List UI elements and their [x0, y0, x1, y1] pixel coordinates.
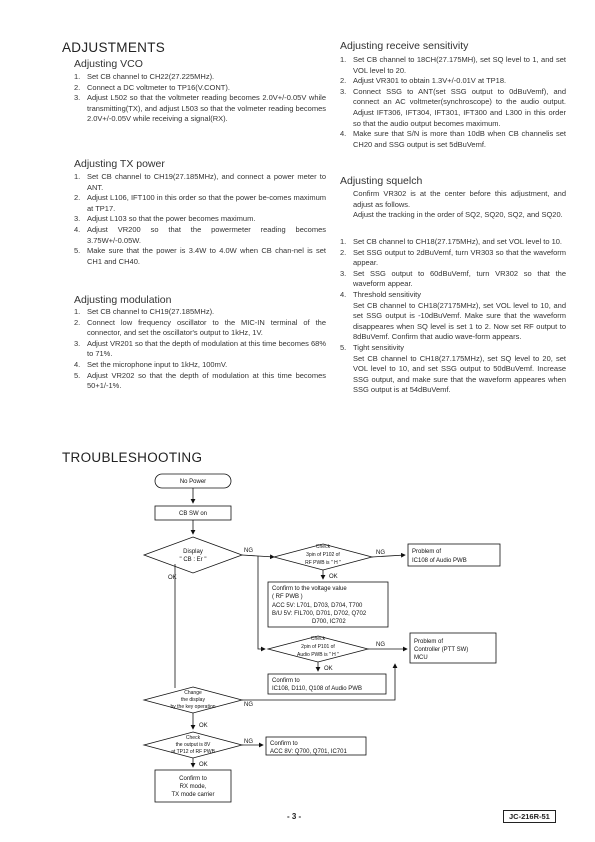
squelch-heading: Adjusting squelch: [340, 175, 423, 187]
ng-label-change: NG: [244, 702, 253, 708]
step-number: 1.: [74, 172, 81, 181]
display-decision: [144, 537, 242, 573]
step-text: Adjust VR201 so that the depth of modulation at this time becomes 68% to 71%.: [87, 338, 326, 359]
check2-label-3: Audio PWB is " H ": [297, 652, 339, 658]
confirm-rx-label-1: Confirm to: [179, 776, 207, 782]
step-text: Set CB channel to CH18(27.175MHz), and set VOL level to 10.: [353, 237, 563, 246]
troubleshooting-heading: TROUBLESHOOTING: [62, 450, 203, 465]
problem-ic108-label-2: IC108 of Audio PWB: [412, 558, 467, 564]
vco-heading: Adjusting VCO: [74, 58, 143, 70]
step-number: 3.: [340, 268, 347, 278]
step-text: Connect SSG to ANT(set SSG output to 0dBuVemf), and connect an AC voltmeter(synchroscope) to the audio output. Adjust IFT306, IFT304, IFT301, IFT300 and L300 in this order so that the audio output becomes maximum.: [353, 86, 566, 128]
step-number: 1.: [340, 55, 347, 64]
squelch-intro-2: Adjust the tracking in the order of SQ2, SQ20, SQ2, and SQ20.: [353, 210, 563, 220]
problem-controller-label-3: MCU: [414, 655, 428, 661]
page-number: - 3 -: [287, 812, 302, 821]
change-label-2: the display: [181, 697, 205, 703]
check2-label-2: 2pin of P101 of: [301, 644, 335, 650]
check8-label-1: Check: [185, 735, 201, 741]
cb-sw-on-label: CB SW on: [178, 511, 208, 517]
confirm-rx-label-3: TX mode carrier: [171, 792, 215, 798]
step-number: 3.: [340, 86, 347, 96]
check8-label-3: at TP12 of RF PWB: [171, 749, 215, 755]
step-number: 3.: [74, 93, 81, 103]
step-number: 4.: [74, 359, 81, 369]
step-number: 3.: [74, 214, 81, 224]
step-text: Set SSG output to 2dBuVemf, turn VR303 so that the waveform appear.: [353, 247, 566, 268]
step-text: Adjust VR202 so that the depth of modulation at this time becomes 50+1/-1%.: [87, 370, 326, 391]
display-label-2: " CB : Er ": [179, 557, 207, 563]
no-power-label: No Power: [179, 479, 207, 485]
step-number: 2.: [74, 317, 81, 327]
step-text: Adjust L502 so that the voltmeter reading becomes 2.0V+/-0.05V while transmitting(TX), and adjust L503 so that the volmeter reading becomes 2.0V+/-0.05V while receiving a signal(RX).: [87, 93, 326, 124]
step-number: 5.: [74, 370, 81, 380]
step-number: 2.: [340, 76, 347, 86]
step-text: Set CB channel to CH18(27.175MHz), set SQ level to 20, set VOL level to 10, and set SSG output to 50dBuVemf. Increase SSG output, and make sure that the waveform appeares when SSG output is at 54dBuVemf.: [353, 353, 566, 395]
confirm-voltage-label-2: ( RF PWB ): [272, 594, 303, 600]
check3-label-2: 3pin of P102 of: [306, 552, 340, 558]
confirm-ic108-label-1: Confirm to: [272, 678, 300, 684]
step-text: Set SSG output to 60dBuVemf, turn VR302 so that the waveform appear.: [353, 268, 566, 289]
confirm-voltage-label-3: ACC 5V: L701, D703, D704, T700: [272, 603, 363, 609]
confirm-rx-label-2: RX mode,: [179, 784, 207, 790]
confirm-acc8v-label-1: Confirm to: [270, 741, 298, 747]
check3-label-1: Check: [315, 544, 331, 550]
step-text: Set CB channel to CH18(27175MHz), set VOL level to 10, and set SSG output is -10dBuVemf. Make sure that the waveform disappeares when SQ level is set 1 to 2. Now set RF output to 8dBuVemf. Confirm that audio wave-form appears.: [353, 300, 566, 342]
ng-label-check8: NG: [244, 739, 253, 745]
document-id: JC-216R-51: [503, 810, 556, 823]
step-text: Connect a DC voltmeter to TP16(V.CONT).: [87, 82, 230, 92]
step-text: Set CB channel to 18CH(27.175MH), set SQ level to 1, and set VOL level to 20.: [353, 55, 566, 75]
step-text: Set CB channel to CH19(27.185MHz), and connect a power meter to ANT.: [87, 172, 326, 192]
step-text: Set the microphone input to 1kHz, 100mV.: [87, 359, 228, 369]
check8-label-2: the output is 8V: [175, 742, 211, 748]
check3-label-3: RF PWB is " H ": [305, 560, 341, 566]
confirm-voltage-label-4: B/U 5V: FIL700, D701, D702, Q702: [272, 611, 367, 617]
ok-label-check3: OK: [329, 574, 338, 580]
ng-label-check3: NG: [376, 550, 385, 556]
ok-label-display: OK: [168, 575, 177, 581]
tx-power-heading: Adjusting TX power: [74, 158, 165, 170]
step-number: 2.: [340, 247, 347, 257]
step-text: Threshold sensitivity: [353, 289, 421, 299]
display-label-1: Display: [183, 549, 203, 555]
step-number: 1.: [74, 307, 81, 316]
step-text: Adjust VR301 to obtain 1.3V+/-0.01V at TP18.: [353, 76, 507, 86]
step-number: 1.: [74, 72, 81, 81]
step-text: Connect low frequency oscillator to the MIC-IN terminal of the connector, and set the oscillator's output to 1kHz, 1V.: [87, 317, 326, 338]
step-number: 2.: [74, 82, 81, 92]
change-label-3: by the key operation: [170, 704, 216, 710]
confirm-acc8v-label-2: ACC 8V: Q700, Q701, IC701: [270, 749, 347, 755]
step-text: Set CB channel to CH22(27.225MHz).: [87, 72, 215, 81]
change-label-1: Change: [184, 690, 202, 696]
check2-label-1: Check: [310, 636, 326, 642]
step-text: Tight sensitivity: [353, 342, 404, 352]
step-number: 4.: [340, 289, 347, 299]
ng-label-display: NG: [244, 548, 253, 554]
adjustments-heading: ADJUSTMENTS: [62, 40, 166, 55]
step-number: 5.: [340, 342, 347, 352]
modulation-heading: Adjusting modulation: [74, 294, 172, 306]
step-number: 4.: [340, 129, 347, 139]
step-number: 4.: [74, 224, 81, 234]
confirm-ic108-label-2: IC108, D110, Q108 of Audio PWB: [272, 686, 362, 692]
step-text: Set CB channel to CH19(27.185MHz).: [87, 307, 215, 316]
step-number: 1.: [340, 237, 347, 246]
ok-label-change: OK: [199, 723, 208, 729]
ok-label-check2: OK: [324, 666, 333, 672]
step-text: Adjust L103 so that the power becomes maximum.: [87, 214, 256, 224]
step-number: 3.: [74, 338, 81, 348]
confirm-voltage-label-5: D700, IC702: [312, 619, 346, 625]
step-text: Adjust VR200 so that the powermeter reading becomes 3.75W+/-0.05W.: [87, 224, 326, 245]
step-text: Make sure that S/N is more than 10dB when CB channelis set CH20 and SSG output is set 5dBuVemf.: [353, 129, 566, 149]
problem-controller-label-2: Controller (PTT SW): [414, 647, 469, 653]
problem-ic108-label-1: Problem of: [412, 549, 442, 555]
ng-label-check2: NG: [376, 642, 385, 648]
step-number: 5.: [74, 246, 81, 256]
confirm-voltage-label-1: Confirm to the voltage value: [272, 586, 347, 592]
receive-sensitivity-heading: Adjusting receive sensitivity: [340, 40, 469, 52]
step-text: Make sure that the power is 3.4W to 4.0W when CB chan-nel is set CH1 and CH40.: [87, 246, 326, 266]
step-text: Adjust L106, IFT100 in this order so that the power be-comes maximum at TP17.: [87, 193, 326, 213]
problem-controller-label-1: Problem of: [414, 639, 444, 645]
step-number: 2.: [74, 193, 81, 203]
squelch-intro-1: Confirm VR302 is at the center before this adjustment, and adjust as follows.: [353, 189, 566, 209]
ok-label-check8: OK: [199, 762, 208, 768]
